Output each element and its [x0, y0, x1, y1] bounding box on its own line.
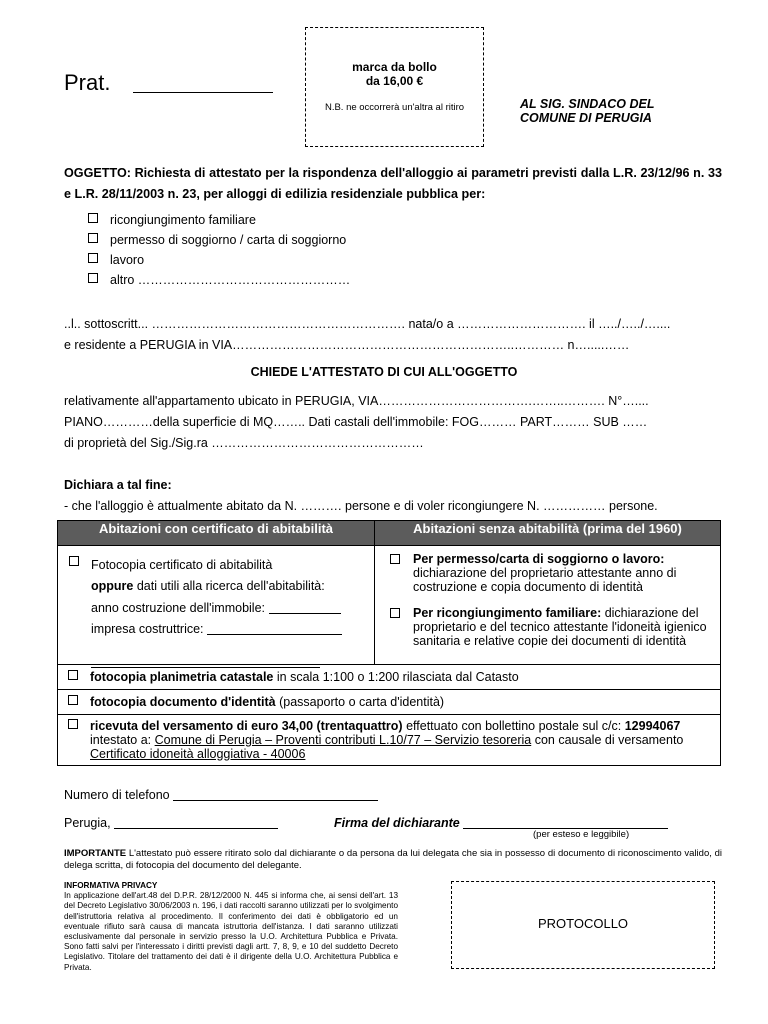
- prat-label: Prat.: [64, 70, 111, 95]
- perugia-label: Perugia,: [64, 816, 111, 830]
- anno-field[interactable]: [269, 613, 341, 614]
- importante-note: [64, 848, 722, 872]
- telefono-field[interactable]: [173, 800, 378, 801]
- checkbox[interactable]: [69, 556, 79, 566]
- identita-text: (passaporto o carta d'identità): [275, 695, 445, 709]
- privacy-notice: [64, 881, 398, 973]
- versamento-text2: intestato a:: [90, 733, 155, 747]
- importante-label: IMPORTANTE: [64, 848, 127, 859]
- purpose-label: ricongiungimento familiare: [110, 213, 256, 227]
- bollo-line2: da 16,00 €: [365, 74, 424, 88]
- checkbox[interactable]: [390, 554, 400, 564]
- declaration-text[interactable]: - che l'alloggio è attualmente abitato da N. ………. persone e di voler ricongiungere N. …………… persone.: [64, 499, 658, 513]
- privacy-text: In applicazione dell'art.48 del D.P.R. 28/12/2000 N. 445 si informa che, ai sensi dell'art. 13 del Decreto Legislativo 30/06/2003 n. 196, i dati raccolti saranno utilizzati per lo svolgimento dell'istruttoria relativa al procedimento. Il conferimento dei dati è obbligatorio ed un eventuale rifiuto sarà causa di mancata istruttoria dell'istanza. I dati saranno utilizzati esclusivamente dal personale in servizio presso la U.O. Architettura Pubblica e Privata. Sono fatti salvi per l'interessato i diritti previsti dagli artt. 7, 8, 9, e 10 del suddetto Decreto Legislativo. Titolare del trattamento dei dati è il dirigente della U.O. Architettura Pubblica e Privata.: [64, 891, 398, 972]
- purpose-item: [88, 210, 350, 230]
- planimetria-text: in scala 1:100 o 1:200 rilasciata dal Catasto: [273, 670, 519, 684]
- header-without-abitabilita: Abitazioni senza abitabilità (prima del 1960): [375, 521, 721, 546]
- applicant-line2[interactable]: e residente a PERUGIA in VIA…………………………………………………………..………… n….....……: [64, 338, 630, 352]
- documents-table: [57, 520, 721, 766]
- ricongiungimento-label: Per ricongiungimento familiare:: [413, 606, 602, 620]
- bollo-note: N.B. ne occorrerà un'altra al ritiro: [324, 102, 465, 113]
- versamento-row: [58, 715, 721, 766]
- certificato-item: Fotocopia certificato di abitabilità: [91, 558, 273, 572]
- oggetto-text: OGGETTO: Richiesta di attestato per la rispondenza dell'alloggio ai parametri previsti dalla L.R. 23/12/96 n. 33 e L.R. 28/11/2003 n. 23, per alloggi di edilizia residenziale pubblica per:: [64, 166, 722, 201]
- purpose-checklist: [88, 210, 350, 290]
- request-title: CHIEDE L'ATTESTATO DI CUI ALL'OGGETTO: [250, 365, 518, 379]
- identita-row: [58, 690, 721, 715]
- firma-note: (per esteso e leggibile): [533, 829, 630, 840]
- recipient-line2: COMUNE DI PERUGIA: [520, 111, 652, 125]
- recipient: [520, 97, 655, 125]
- importante-text: L'attestato può essere ritirato solo dal dichiarante o da persona da lui delegata che sia in possesso di documento di riconoscimento valido, di delega scritta, di fotocopia del documento del delegante.: [64, 848, 722, 871]
- header-with-abitabilita: Abitazioni con certificato di abitabilità: [58, 521, 375, 546]
- property-line1[interactable]: relativamente all'appartamento ubicato in PERUGIA, VIA……………………………….……..………. N°…....: [64, 394, 649, 408]
- recipient-line1: AL SIG. SINDACO DEL: [520, 97, 655, 111]
- telefono-label: Numero di telefono: [64, 788, 170, 802]
- purpose-item: [88, 250, 350, 270]
- causale: Certificato idoneità alloggiativa - 40006: [90, 747, 306, 761]
- intestatario: Comune di Perugia – Proventi contributi L.10/77 – Servizio tesoreria: [154, 733, 532, 747]
- date-field[interactable]: [114, 828, 278, 829]
- impresa-label: impresa costruttrice:: [91, 622, 204, 636]
- oppure-label: oppure: [91, 579, 134, 593]
- purpose-label: lavoro: [110, 253, 145, 267]
- checkbox[interactable]: [88, 233, 98, 243]
- purpose-item: [88, 230, 350, 250]
- checkbox[interactable]: [88, 273, 98, 283]
- conto-corrente: 12994067: [624, 719, 681, 733]
- checkbox[interactable]: [88, 213, 98, 223]
- marca-da-bollo-box: [305, 27, 484, 147]
- right-cell: [375, 546, 721, 665]
- ricongiungimento-text: dichiarazione del proprietario e del tecnico attestante l'idoneità igienico sanitaria e relative copie dei documenti di identità: [413, 606, 707, 648]
- privacy-title: INFORMATIVA PRIVACY: [64, 881, 158, 890]
- protocollo-box: [451, 881, 715, 969]
- versamento-label: ricevuta del versamento di euro 34,00 (trentaquattro): [90, 719, 403, 733]
- anno-label: anno costruzione dell'immobile:: [91, 601, 266, 615]
- bollo-line1: marca da bollo: [352, 60, 437, 74]
- permesso-text: dichiarazione del proprietario attestante anno di costruzione e copia documento di identità: [413, 566, 677, 594]
- property-line2[interactable]: PIANO…………della superficie di MQ…….. Dati castali dell'immobile: FOG……… PART……… SUB ……: [64, 415, 648, 429]
- prat-number-field[interactable]: [133, 92, 273, 93]
- versamento-text1: effettuato con bollettino postale sul c/c:: [402, 719, 625, 733]
- extra-field[interactable]: [91, 667, 320, 668]
- checkbox[interactable]: [390, 608, 400, 618]
- impresa-field[interactable]: [207, 634, 342, 635]
- checkbox[interactable]: [88, 253, 98, 263]
- applicant-line1[interactable]: ..l.. sottoscritt... ……………………………………………………. nata/o a …………………………. il …../…../…....: [64, 317, 671, 331]
- protocollo-label: PROTOCOLLO: [537, 916, 629, 931]
- purpose-item: [88, 270, 350, 290]
- identita-label: fotocopia documento d'identità: [90, 695, 276, 709]
- firma-label: Firma del dichiarante: [334, 816, 460, 830]
- permesso-label: Per permesso/carta di soggiorno o lavoro:: [413, 552, 665, 566]
- checkbox[interactable]: [68, 695, 78, 705]
- checkbox[interactable]: [68, 670, 78, 680]
- checkbox[interactable]: [68, 719, 78, 729]
- planimetria-label: fotocopia planimetria catastale: [90, 670, 274, 684]
- purpose-label: altro ……………………………………………: [110, 273, 351, 287]
- oppure-text: dati utili alla ricerca dell'abitabilità:: [133, 579, 325, 593]
- purpose-label: permesso di soggiorno / carta di soggiorno: [110, 233, 347, 247]
- versamento-text3: con causale di versamento: [531, 733, 684, 747]
- declaration-title: Dichiara a tal fine:: [64, 478, 172, 492]
- left-cell: [58, 546, 375, 665]
- property-line3[interactable]: di proprietà del Sig./Sig.ra ……………………………………………: [64, 436, 424, 450]
